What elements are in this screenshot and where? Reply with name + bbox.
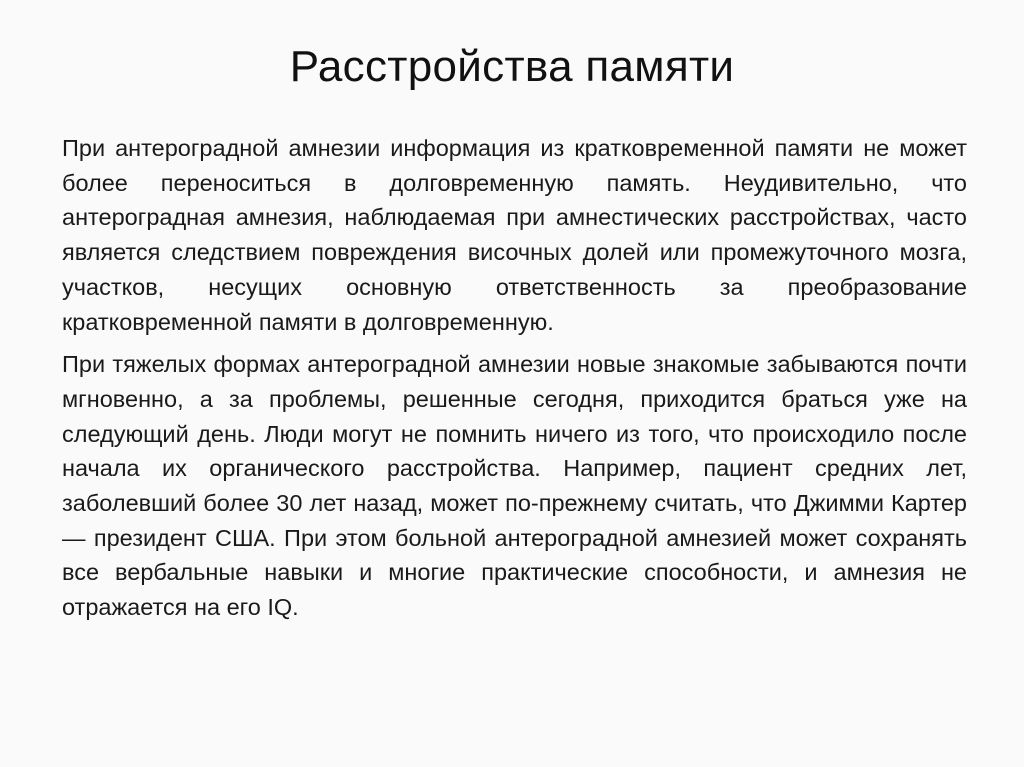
paragraph-severe-forms: При тяжелых формах антероградной амнезии новые знакомые забываются почти мгновенно, а за проблемы, решенные сегодня, приходится браться уже на следующий день. Люди могут не помнить ничего из того, что происходило после начала их органического расстройства. Например, пациент средних лет, заболевший более 30 лет назад, может по-прежнему считать, что Джимми Картер — президент США. При этом больной антероградной амнезией может сохранять все вербальные навыки и многие практические способности, и амнезия не отражается на его IQ. — [62, 351, 967, 621]
paragraph-anterograde-amnesia-definition: При антероградной амнезии информация из кратковременной памяти не может более переноситься в долговременную память. Неудивительно, что антероградная амнезия, наблюдаемая при амнестических расстройствах, часто является следствием повреждения височных долей или промежуточного мозга, участков, несущих основную ответственность за преобразование кратковременной памяти в долговременную. — [62, 135, 967, 335]
slide-title: Расстройства памяти — [289, 42, 735, 91]
slide-body — [62, 131, 967, 633]
